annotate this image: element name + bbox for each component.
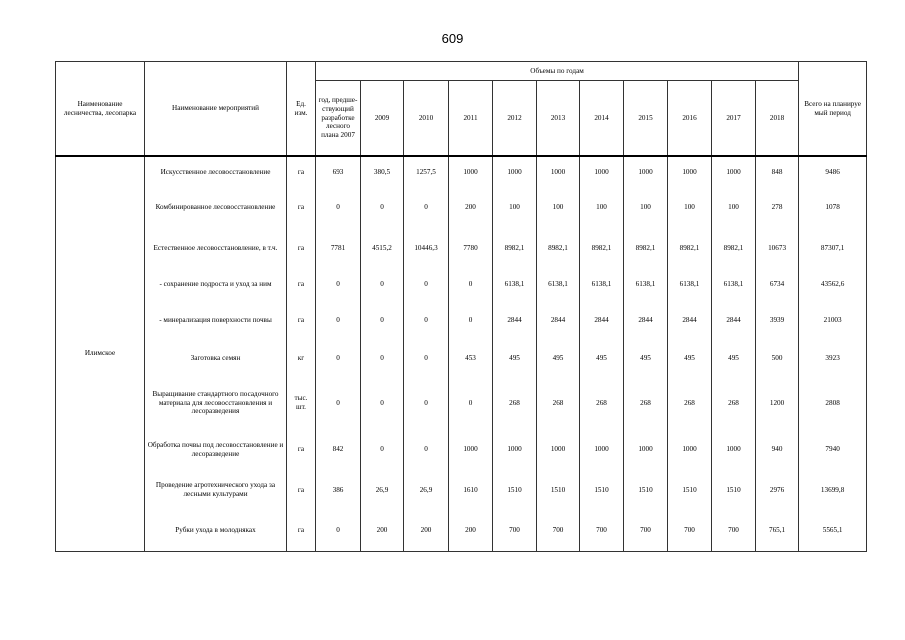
year-value: 2844 [668,300,712,341]
year-value: 1000 [493,430,537,469]
year-value: 1000 [537,430,580,469]
year-value: 6138,1 [712,269,756,300]
year-value: 26,9 [404,469,449,511]
total-value: 5565,1 [799,511,867,551]
year-value: 700 [668,511,712,551]
total-value: 3923 [799,341,867,376]
forestry-name: Илимское [56,156,145,551]
year-value: 1000 [712,156,756,187]
year-value: 268 [580,376,624,430]
year-value: 1510 [624,469,668,511]
measure-unit: га [287,300,316,341]
year-value: 0 [361,269,404,300]
year-value: 1000 [624,156,668,187]
year-value: 1000 [493,156,537,187]
year-value: 268 [537,376,580,430]
year-value: 1000 [624,430,668,469]
header-total: Всего на планируе мый период [799,62,867,157]
year-value: 0 [404,430,449,469]
header-year: 2017 [712,81,756,157]
year-value: 495 [493,341,537,376]
total-value: 13699,8 [799,469,867,511]
measure-name: Естественное лесовосстановление, в т.ч. [145,227,287,269]
year-value: 693 [316,156,361,187]
year-value: 0 [449,300,493,341]
measure-unit: га [287,430,316,469]
year-value: 495 [537,341,580,376]
year-value: 1000 [668,430,712,469]
table-row [56,376,867,430]
year-value: 765,1 [756,511,799,551]
table-row [56,511,867,551]
year-value: 1510 [668,469,712,511]
table-row [56,269,867,300]
header-measure: Наименование мероприятий [145,62,287,157]
year-value: 100 [624,187,668,227]
measure-unit: кг [287,341,316,376]
measure-name: - минерализация поверхности почвы [145,300,287,341]
year-value: 453 [449,341,493,376]
table-row [56,300,867,341]
year-value: 6138,1 [537,269,580,300]
year-value: 278 [756,187,799,227]
total-value: 43562,6 [799,269,867,300]
year-value: 100 [580,187,624,227]
measure-name: Искусственное лесовосстановление [145,156,287,187]
reforestation-table [55,61,867,552]
year-value: 0 [361,376,404,430]
header-forestry: Наименование лесничества, лесопарка [56,62,145,157]
year-value: 8982,1 [624,227,668,269]
measure-name: Заготовка семян [145,341,287,376]
year-value: 4515,2 [361,227,404,269]
year-value: 848 [756,156,799,187]
year-value: 100 [493,187,537,227]
year-value: 700 [712,511,756,551]
year-value: 200 [449,511,493,551]
total-value: 7940 [799,430,867,469]
year-value: 380,5 [361,156,404,187]
measure-name: Комбинированное лесовосстановление [145,187,287,227]
header-year: 2018 [756,81,799,157]
year-value: 2844 [493,300,537,341]
year-value: 940 [756,430,799,469]
year-value: 100 [668,187,712,227]
measure-unit: га [287,469,316,511]
measure-name: Обработка почвы под лесовосстановление и лесоразведение [145,430,287,469]
year-value: 700 [580,511,624,551]
year-value: 200 [449,187,493,227]
header-volumes-by-year: Объемы по годам [316,62,799,81]
year-value: 10673 [756,227,799,269]
measure-name: Проведение агротехнического ухода за лесными культурами [145,469,287,511]
year-value: 200 [361,511,404,551]
year-value: 1000 [449,156,493,187]
year-value: 200 [404,511,449,551]
table-row [56,187,867,227]
year-value: 0 [449,269,493,300]
year-value: 0 [404,187,449,227]
year-value: 8982,1 [668,227,712,269]
year-value: 495 [712,341,756,376]
year-value: 7780 [449,227,493,269]
year-value: 0 [316,376,361,430]
year-value: 100 [537,187,580,227]
year-value: 26,9 [361,469,404,511]
header-year: 2013 [537,81,580,157]
measure-name: - сохранение подроста и уход за ним [145,269,287,300]
year-value: 268 [668,376,712,430]
table-row [56,430,867,469]
year-value: 0 [316,341,361,376]
year-value: 1510 [493,469,537,511]
header-prev-year: год, предше-ствующий разработке лесного плана 2007 [316,81,361,157]
year-value: 0 [361,300,404,341]
year-value: 495 [580,341,624,376]
measure-name: Рубки ухода в молодняках [145,511,287,551]
year-value: 0 [404,269,449,300]
year-value: 268 [493,376,537,430]
year-value: 2844 [580,300,624,341]
year-value: 7781 [316,227,361,269]
year-value: 1257,5 [404,156,449,187]
year-value: 0 [449,376,493,430]
year-value: 268 [624,376,668,430]
measure-unit: га [287,511,316,551]
year-value: 0 [316,187,361,227]
table-row [56,156,867,187]
year-value: 0 [316,511,361,551]
year-value: 495 [668,341,712,376]
year-value: 842 [316,430,361,469]
total-value: 9486 [799,156,867,187]
year-value: 6138,1 [624,269,668,300]
year-value: 1610 [449,469,493,511]
year-value: 6138,1 [580,269,624,300]
year-value: 8982,1 [712,227,756,269]
year-value: 1510 [537,469,580,511]
year-value: 495 [624,341,668,376]
year-value: 2844 [537,300,580,341]
page-number: 609 [441,31,464,46]
total-value: 21003 [799,300,867,341]
year-value: 1200 [756,376,799,430]
table-row [56,227,867,269]
header-year: 2009 [361,81,404,157]
year-value: 1000 [537,156,580,187]
year-value: 1510 [712,469,756,511]
year-value: 0 [404,376,449,430]
year-value: 500 [756,341,799,376]
measure-name: Выращивание стандартного посадочного материала для лесовосстановления и лесоразведения [145,376,287,430]
year-value: 2844 [624,300,668,341]
year-value: 1000 [668,156,712,187]
year-value: 1000 [580,430,624,469]
year-value: 0 [316,300,361,341]
year-value: 2844 [712,300,756,341]
measure-unit: га [287,187,316,227]
year-value: 10446,3 [404,227,449,269]
header-year: 2012 [493,81,537,157]
year-value: 8982,1 [537,227,580,269]
header-year: 2014 [580,81,624,157]
year-value: 8982,1 [493,227,537,269]
year-value: 1000 [712,430,756,469]
year-value: 0 [361,187,404,227]
year-value: 0 [404,341,449,376]
year-value: 1000 [580,156,624,187]
measure-unit: га [287,156,316,187]
table-row [56,469,867,511]
header-year: 2015 [624,81,668,157]
year-value: 268 [712,376,756,430]
header-year: 2016 [668,81,712,157]
total-value: 1078 [799,187,867,227]
header-year: 2010 [404,81,449,157]
table-row [56,341,867,376]
year-value: 6138,1 [668,269,712,300]
year-value: 700 [537,511,580,551]
year-value: 2976 [756,469,799,511]
total-value: 2808 [799,376,867,430]
year-value: 1000 [449,430,493,469]
year-value: 0 [361,430,404,469]
year-value: 3939 [756,300,799,341]
year-value: 6734 [756,269,799,300]
measure-unit: га [287,269,316,300]
year-value: 1510 [580,469,624,511]
year-value: 700 [493,511,537,551]
header-unit: Ед. изм. [287,62,316,157]
year-value: 0 [404,300,449,341]
year-value: 6138,1 [493,269,537,300]
year-value: 0 [316,269,361,300]
year-value: 8982,1 [580,227,624,269]
year-value: 700 [624,511,668,551]
year-value: 386 [316,469,361,511]
total-value: 87307,1 [799,227,867,269]
measure-unit: тыс. шт. [287,376,316,430]
year-value: 0 [361,341,404,376]
header-year: 2011 [449,81,493,157]
year-value: 100 [712,187,756,227]
measure-unit: га [287,227,316,269]
